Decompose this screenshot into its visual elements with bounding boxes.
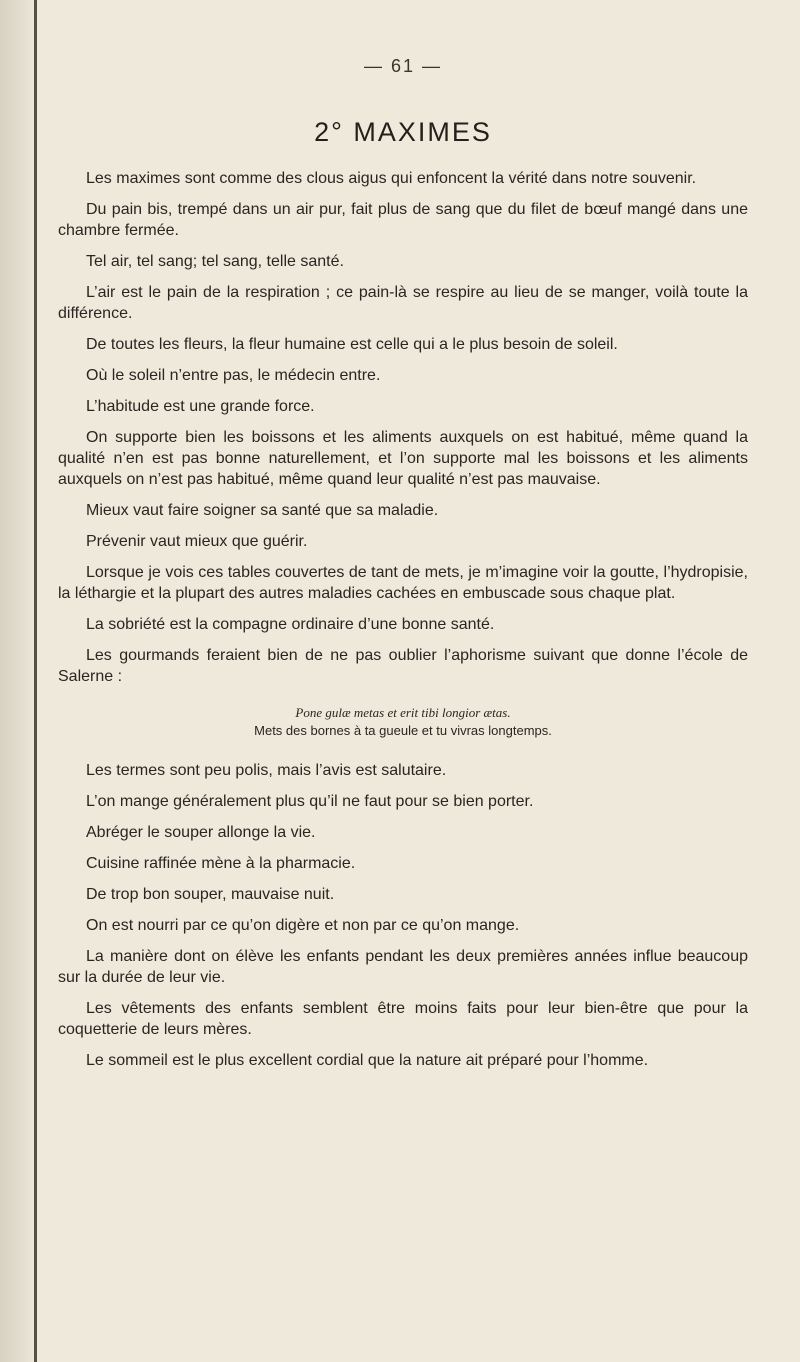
page-gutter — [0, 0, 36, 1362]
maxim-paragraph: Du pain bis, trempé dans un air pur, fait plus de sang que du filet de bœuf mangé dans une chambre fermée. — [58, 201, 748, 239]
maxim-paragraph: Les termes sont peu polis, mais l’avis est salutaire. — [86, 762, 447, 779]
page-body — [58, 0, 748, 1081]
maxim-paragraph: Lorsque je vois ces tables couvertes de tant de mets, je m’imagine voir la goutte, l’hydropisie, la léthargie et la plupart des autres maladies cachées en embuscade sous chaque plat. — [58, 564, 748, 602]
maxim-paragraph: Le sommeil est le plus excellent cordial que la nature ait préparé pour l’homme. — [86, 1052, 649, 1069]
maxim-paragraph: Les maximes sont comme des clous aigus qui enfoncent la vérité dans notre souvenir. — [86, 170, 697, 187]
maxim-paragraph: L’on mange généralement plus qu’il ne faut pour se bien porter. — [86, 793, 534, 810]
maxim-paragraph: On est nourri par ce qu’on digère et non par ce qu’on mange. — [86, 917, 520, 934]
maxim-paragraph: Abréger le souper allonge la vie. — [86, 824, 316, 841]
section-heading: 2° MAXIMES — [314, 117, 492, 147]
maxim-paragraph: La manière dont on élève les enfants pendant les deux premières années influe beaucoup sur la durée de leur vie. — [58, 948, 748, 986]
quote-translation: Mets des bornes à ta gueule et tu vivras longtemps. — [254, 723, 552, 738]
maxim-paragraph: Mieux vaut faire soigner sa santé que sa maladie. — [86, 502, 439, 519]
maxim-paragraph: Cuisine raffinée mène à la pharmacie. — [86, 855, 356, 872]
maxim-paragraph: De trop bon souper, mauvaise nuit. — [86, 886, 335, 903]
page-number: — 61 — — [363, 56, 443, 76]
maxim-paragraph: On supporte bien les boissons et les aliments auxquels on est habitué, même quand la qualité n’en est pas bonne naturellement, et l’on supporte mal les boissons et les aliments auxquels on n’est pas habitué, même quand leur qualité n’est pas mauvaise. — [58, 429, 748, 488]
binding-edge — [34, 0, 37, 1362]
maxim-paragraph: Où le soleil n’entre pas, le médecin entre. — [86, 367, 381, 384]
maxim-paragraph: L’air est le pain de la respiration ; ce pain-là se respire au lieu de se manger, voilà toute la différence. — [58, 284, 748, 322]
maxim-paragraph: Les vêtements des enfants semblent être moins faits pour leur bien-être que pour la coquetterie de leurs mères. — [58, 1000, 748, 1038]
maxim-paragraph: De toutes les fleurs, la fleur humaine est celle qui a le plus besoin de soleil. — [86, 336, 618, 353]
maxim-paragraph: Prévenir vaut mieux que guérir. — [86, 533, 308, 550]
maxim-paragraph: L’habitude est une grande force. — [86, 398, 315, 415]
maxim-paragraph: Les gourmands feraient bien de ne pas oublier l’aphorisme suivant que donne l’école de Salerne : — [58, 647, 748, 685]
maxim-paragraph: La sobriété est la compagne ordinaire d’une bonne santé. — [86, 616, 495, 633]
latin-quote: Pone gulæ metas et erit tibi longior ætas. — [295, 705, 511, 720]
maxim-paragraph: Tel air, tel sang; tel sang, telle santé. — [86, 253, 344, 270]
